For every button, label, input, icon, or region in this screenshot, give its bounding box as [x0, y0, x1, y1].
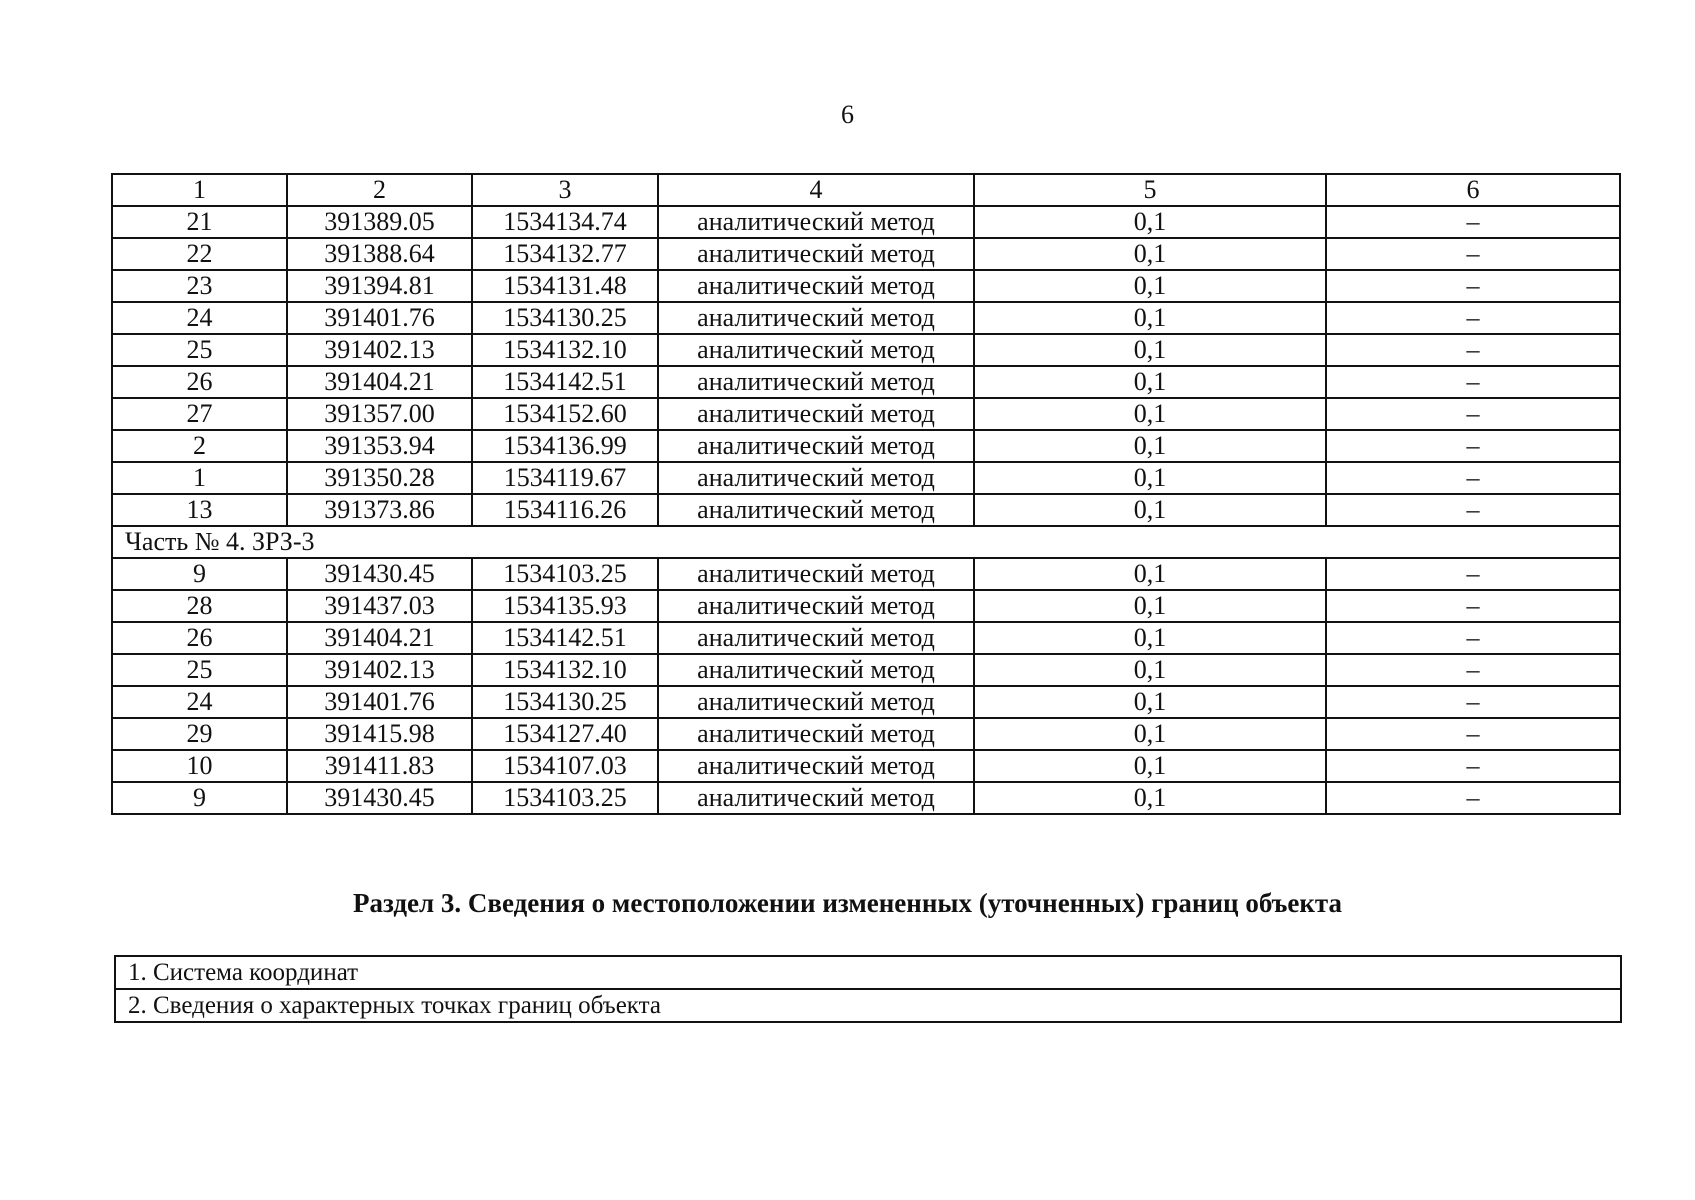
- x-coordinate-cell: 391415.98: [287, 718, 472, 750]
- x-coordinate-cell: 391350.28: [287, 462, 472, 494]
- point-number-cell: 24: [112, 302, 287, 334]
- description-cell: –: [1326, 718, 1620, 750]
- section-3-heading: Раздел 3. Сведения о местоположении измененных (уточненных) границ объекта: [352, 888, 1343, 918]
- method-cell: аналитический метод: [658, 334, 974, 366]
- x-coordinate-cell: 391402.13: [287, 334, 472, 366]
- description-cell: –: [1326, 622, 1620, 654]
- y-coordinate-cell: 1534103.25: [472, 782, 658, 814]
- accuracy-cell: 0,1: [974, 430, 1326, 462]
- x-coordinate-cell: 391437.03: [287, 590, 472, 622]
- method-cell: аналитический метод: [658, 750, 974, 782]
- method-cell: аналитический метод: [658, 654, 974, 686]
- y-coordinate-cell: 1534131.48: [472, 270, 658, 302]
- point-number-cell: 9: [112, 558, 287, 590]
- description-cell: –: [1326, 782, 1620, 814]
- y-coordinate-cell: 1534152.60: [472, 398, 658, 430]
- x-coordinate-cell: 391353.94: [287, 430, 472, 462]
- description-cell: –: [1326, 334, 1620, 366]
- y-coordinate-cell: 1534135.93: [472, 590, 658, 622]
- section-3-row: [115, 956, 1621, 989]
- table-header-row: [112, 174, 1620, 206]
- y-coordinate-cell: 1534136.99: [472, 430, 658, 462]
- description-cell: –: [1326, 270, 1620, 302]
- x-coordinate-cell: 391411.83: [287, 750, 472, 782]
- table-row: [112, 558, 1620, 590]
- accuracy-cell: 0,1: [974, 750, 1326, 782]
- y-coordinate-cell: 1534132.10: [472, 334, 658, 366]
- method-cell: аналитический метод: [658, 558, 974, 590]
- y-coordinate-cell: 1534130.25: [472, 686, 658, 718]
- description-cell: –: [1326, 462, 1620, 494]
- point-number-cell: 2: [112, 430, 287, 462]
- accuracy-cell: 0,1: [974, 782, 1326, 814]
- y-coordinate-cell: 1534130.25: [472, 302, 658, 334]
- description-cell: –: [1326, 686, 1620, 718]
- table-row: [112, 302, 1620, 334]
- description-cell: –: [1326, 206, 1620, 238]
- part-label: Часть № 4. ЗРЗ-3: [112, 526, 1620, 558]
- accuracy-cell: 0,1: [974, 206, 1326, 238]
- point-number-cell: 22: [112, 238, 287, 270]
- method-cell: аналитический метод: [658, 494, 974, 526]
- description-cell: –: [1326, 430, 1620, 462]
- header-cell-3: 3: [472, 174, 658, 206]
- x-coordinate-cell: 391401.76: [287, 302, 472, 334]
- y-coordinate-cell: 1534103.25: [472, 558, 658, 590]
- table-row: [112, 366, 1620, 398]
- description-cell: –: [1326, 302, 1620, 334]
- description-cell: –: [1326, 238, 1620, 270]
- table-row: [112, 462, 1620, 494]
- table-row: [112, 686, 1620, 718]
- y-coordinate-cell: 1534134.74: [472, 206, 658, 238]
- point-number-cell: 28: [112, 590, 287, 622]
- accuracy-cell: 0,1: [974, 270, 1326, 302]
- accuracy-cell: 0,1: [974, 334, 1326, 366]
- point-number-cell: 21: [112, 206, 287, 238]
- table-row: [112, 334, 1620, 366]
- description-cell: –: [1326, 494, 1620, 526]
- accuracy-cell: 0,1: [974, 718, 1326, 750]
- description-cell: –: [1326, 558, 1620, 590]
- method-cell: аналитический метод: [658, 366, 974, 398]
- y-coordinate-cell: 1534142.51: [472, 622, 658, 654]
- table-row: [112, 750, 1620, 782]
- table-row: [112, 206, 1620, 238]
- section-3-item-coordinate-system: 1. Система координат: [115, 956, 1621, 989]
- x-coordinate-cell: 391388.64: [287, 238, 472, 270]
- method-cell: аналитический метод: [658, 718, 974, 750]
- table-row: [112, 270, 1620, 302]
- header-cell-5: 5: [974, 174, 1326, 206]
- coordinates-table: [111, 173, 1621, 815]
- point-number-cell: 25: [112, 334, 287, 366]
- x-coordinate-cell: 391373.86: [287, 494, 472, 526]
- description-cell: –: [1326, 398, 1620, 430]
- page-number: 6: [841, 100, 854, 129]
- point-number-cell: 23: [112, 270, 287, 302]
- accuracy-cell: 0,1: [974, 366, 1326, 398]
- accuracy-cell: 0,1: [974, 686, 1326, 718]
- x-coordinate-cell: 391401.76: [287, 686, 472, 718]
- accuracy-cell: 0,1: [974, 302, 1326, 334]
- x-coordinate-cell: 391430.45: [287, 782, 472, 814]
- accuracy-cell: 0,1: [974, 462, 1326, 494]
- table-row: [112, 654, 1620, 686]
- table-group-1: [112, 206, 1620, 526]
- point-number-cell: 29: [112, 718, 287, 750]
- x-coordinate-cell: 391402.13: [287, 654, 472, 686]
- method-cell: аналитический метод: [658, 462, 974, 494]
- table-row: [112, 430, 1620, 462]
- method-cell: аналитический метод: [658, 622, 974, 654]
- accuracy-cell: 0,1: [974, 590, 1326, 622]
- accuracy-cell: 0,1: [974, 238, 1326, 270]
- table-row: [112, 398, 1620, 430]
- table-group-2: [112, 558, 1620, 814]
- section-3-row: [115, 989, 1621, 1022]
- method-cell: аналитический метод: [658, 590, 974, 622]
- method-cell: аналитический метод: [658, 238, 974, 270]
- x-coordinate-cell: 391389.05: [287, 206, 472, 238]
- y-coordinate-cell: 1534127.40: [472, 718, 658, 750]
- x-coordinate-cell: 391404.21: [287, 622, 472, 654]
- method-cell: аналитический метод: [658, 302, 974, 334]
- accuracy-cell: 0,1: [974, 622, 1326, 654]
- x-coordinate-cell: 391430.45: [287, 558, 472, 590]
- method-cell: аналитический метод: [658, 206, 974, 238]
- y-coordinate-cell: 1534116.26: [472, 494, 658, 526]
- y-coordinate-cell: 1534132.77: [472, 238, 658, 270]
- description-cell: –: [1326, 366, 1620, 398]
- y-coordinate-cell: 1534107.03: [472, 750, 658, 782]
- accuracy-cell: 0,1: [974, 654, 1326, 686]
- table-row: [112, 238, 1620, 270]
- header-cell-6: 6: [1326, 174, 1620, 206]
- table-row: [112, 590, 1620, 622]
- header-cell-4: 4: [658, 174, 974, 206]
- point-number-cell: 24: [112, 686, 287, 718]
- method-cell: аналитический метод: [658, 782, 974, 814]
- point-number-cell: 26: [112, 622, 287, 654]
- table-row: [112, 622, 1620, 654]
- method-cell: аналитический метод: [658, 430, 974, 462]
- point-number-cell: 25: [112, 654, 287, 686]
- x-coordinate-cell: 391357.00: [287, 398, 472, 430]
- point-number-cell: 1: [112, 462, 287, 494]
- point-number-cell: 9: [112, 782, 287, 814]
- table-row: [112, 782, 1620, 814]
- description-cell: –: [1326, 590, 1620, 622]
- table-row: [112, 494, 1620, 526]
- method-cell: аналитический метод: [658, 398, 974, 430]
- header-cell-2: 2: [287, 174, 472, 206]
- accuracy-cell: 0,1: [974, 398, 1326, 430]
- accuracy-cell: 0,1: [974, 558, 1326, 590]
- method-cell: аналитический метод: [658, 686, 974, 718]
- point-number-cell: 13: [112, 494, 287, 526]
- y-coordinate-cell: 1534119.67: [472, 462, 658, 494]
- description-cell: –: [1326, 750, 1620, 782]
- table-row: [112, 718, 1620, 750]
- part-label-row: [112, 526, 1620, 558]
- description-cell: –: [1326, 654, 1620, 686]
- x-coordinate-cell: 391394.81: [287, 270, 472, 302]
- section-3-table: [114, 955, 1622, 1023]
- x-coordinate-cell: 391404.21: [287, 366, 472, 398]
- section-3-item-boundary-points: 2. Сведения о характерных точках границ объекта: [115, 989, 1621, 1022]
- header-cell-1: 1: [112, 174, 287, 206]
- y-coordinate-cell: 1534142.51: [472, 366, 658, 398]
- y-coordinate-cell: 1534132.10: [472, 654, 658, 686]
- accuracy-cell: 0,1: [974, 494, 1326, 526]
- point-number-cell: 27: [112, 398, 287, 430]
- method-cell: аналитический метод: [658, 270, 974, 302]
- point-number-cell: 10: [112, 750, 287, 782]
- point-number-cell: 26: [112, 366, 287, 398]
